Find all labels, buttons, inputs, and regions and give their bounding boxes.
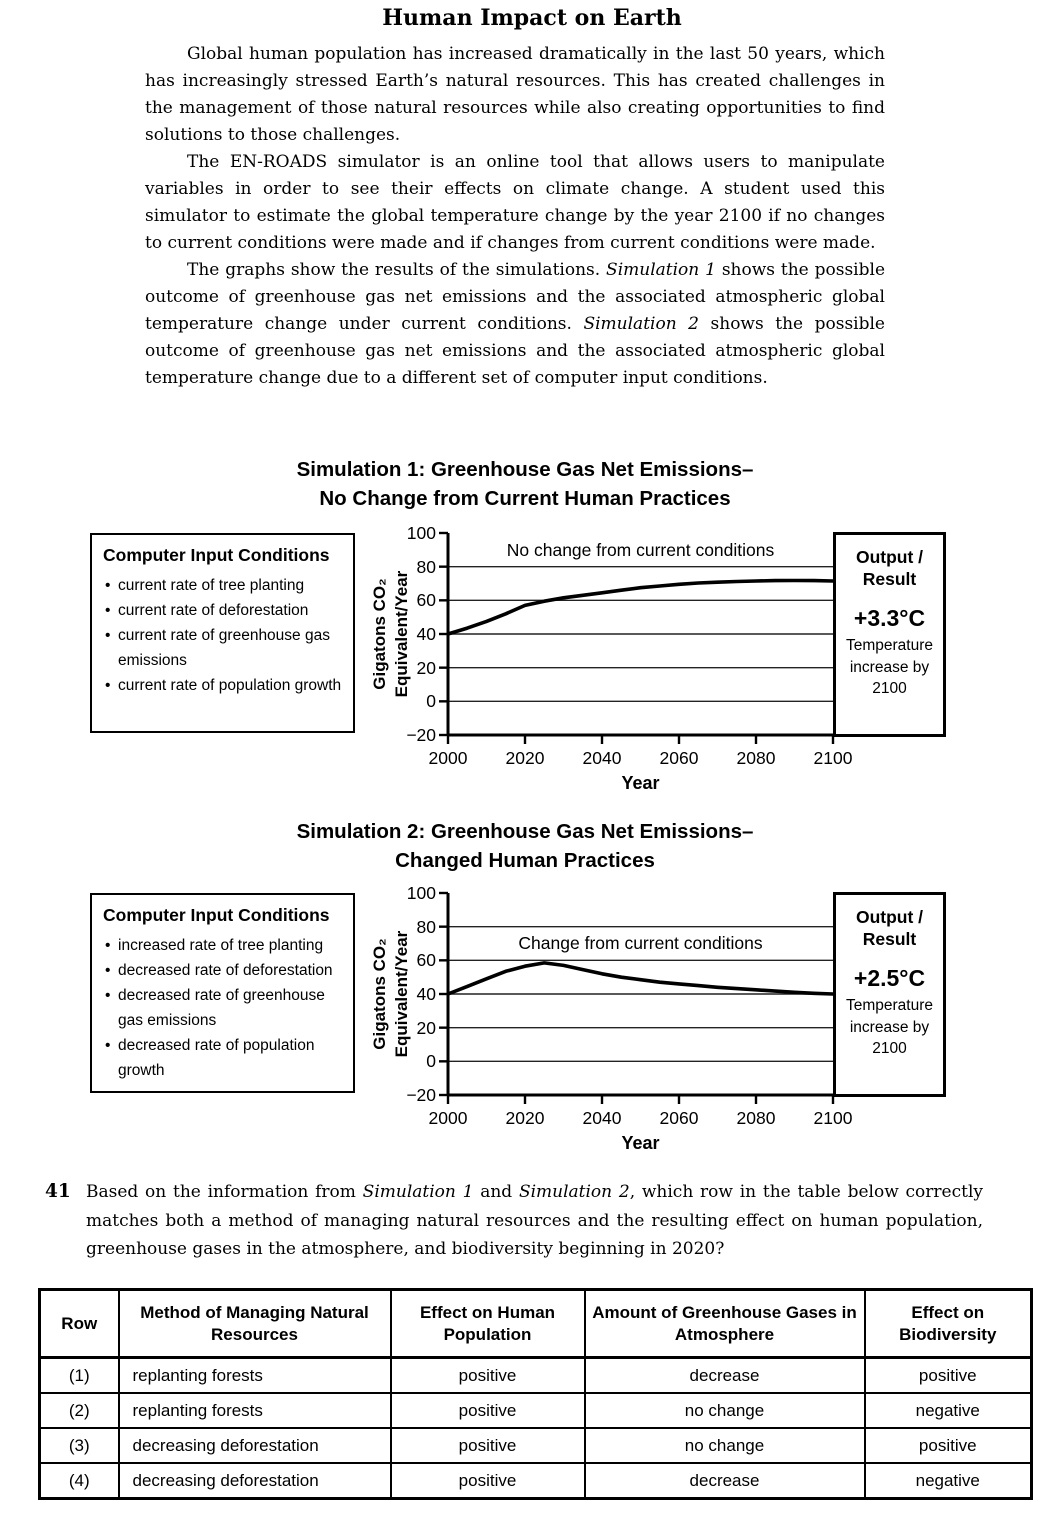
y-tick-label: −20	[406, 725, 436, 745]
y-tick-label: 80	[416, 556, 436, 577]
y-tick-label: 60	[416, 590, 436, 611]
y-tick-label: −20	[406, 1085, 436, 1105]
table-row-1	[40, 1358, 1032, 1394]
sim2-y-axis-label: Gigatons CO₂ Equivalent/Year	[370, 930, 411, 1058]
greenhouse-gases-cell: decrease	[585, 1358, 865, 1394]
table-row-2	[40, 1393, 1032, 1428]
sim1-input-conditions-list	[103, 573, 345, 698]
method-cell: replanting forests	[119, 1393, 391, 1428]
y-tick-label: 60	[416, 950, 436, 971]
biodiversity-cell: negative	[865, 1393, 1032, 1428]
col-header-method: Method of Managing Natural Resources	[119, 1290, 391, 1358]
input-condition-item: • increased rate of tree planting	[103, 933, 345, 958]
input-condition-item: • decreased rate of greenhouse gas emissions	[103, 983, 345, 1033]
paragraph-2: The EN-ROADS simulator is an online tool that allows users to manipulate variables in order to see their effects on climate change. A student used this simulator to estimate the global temperature change by the year 2100 if no changes to current conditions were made and if changes from current conditions were made.	[145, 152, 885, 253]
method-cell: replanting forests	[119, 1358, 391, 1394]
sim2-output-box	[833, 892, 946, 1097]
simulation-1-italic: Simulation 1	[606, 260, 716, 280]
sim1-line-annotation: No change from current conditions	[506, 540, 775, 560]
sim1-output-caption: Temperature increase by 2100	[845, 637, 933, 697]
question-text-segment: , which row in the table below correctly matches both a method of managing natural resources and the resulting effect on human population, greenhouse gases in the atmosphere, and biodiversity beginning in 2020?	[86, 1182, 983, 1259]
sim2-output-box-title	[836, 906, 943, 950]
sim1-figure-title	[75, 456, 975, 513]
greenhouse-gases-cell: no change	[585, 1428, 865, 1463]
simulation-2-italic: Simulation 2	[583, 314, 699, 334]
output-title-line-2: Result	[862, 929, 917, 949]
x-tick-label: 2100	[813, 748, 853, 768]
x-tick-label: 2000	[428, 748, 468, 768]
sim2-title-line-2: Changed Human Practices	[395, 848, 655, 872]
x-tick-label: 2080	[736, 1108, 776, 1128]
y-tick-label: 80	[416, 916, 436, 937]
method-cell: decreasing deforestation	[119, 1463, 391, 1499]
human-population-cell: positive	[391, 1428, 585, 1463]
col-header-biodiversity: Effect on Biodiversity	[865, 1290, 1032, 1358]
question-41	[45, 1178, 983, 1264]
input-condition-item: • current rate of greenhouse gas emissions	[103, 623, 345, 673]
x-tick-label: 2060	[659, 748, 699, 768]
passage	[145, 41, 885, 392]
paragraph-3	[145, 257, 885, 392]
paragraph-1: Global human population has increased dramatically in the last 50 years, which has increasingly stressed Earth’s natural resources. This has created challenges in the management of those natural resources while also creating opportunities to find solutions to those challenges.	[145, 44, 885, 145]
y-tick-label: 40	[416, 984, 436, 1004]
sim1-output-box-title	[836, 546, 943, 590]
plot-canvas	[432, 533, 833, 751]
row-number-cell: (3)	[40, 1428, 119, 1463]
sim1-title-line-2: No Change from Current Human Practices	[319, 486, 731, 510]
sim1-input-conditions-box	[90, 533, 355, 733]
table-header-row	[40, 1290, 1032, 1358]
y-tick-label: 20	[416, 1017, 436, 1038]
sim2-figure-title	[75, 818, 975, 875]
output-title-line-2: Result	[862, 569, 917, 589]
table-row-3	[40, 1428, 1032, 1463]
question-number: 41	[45, 1181, 71, 1202]
input-condition-item: • decreased rate of population growth	[103, 1033, 345, 1083]
greenhouse-gases-cell: no change	[585, 1393, 865, 1428]
sim2-title-line-1: Simulation 2: Greenhouse Gas Net Emissions–	[296, 820, 754, 843]
simulation-2-italic: Simulation 2	[518, 1182, 630, 1202]
col-header-greenhouse-gases: Amount of Greenhouse Gases in Atmosphere	[585, 1290, 865, 1358]
biodiversity-cell: positive	[865, 1358, 1032, 1394]
sim1-title-line-1: Simulation 1: Greenhouse Gas Net Emissions–	[296, 458, 754, 481]
y-tick-label: 20	[416, 657, 436, 678]
x-tick-label: 2060	[659, 1108, 699, 1128]
x-tick-label: 2000	[428, 1108, 468, 1128]
input-condition-item: • current rate of deforestation	[103, 598, 345, 623]
simulation-1-italic: Simulation 1	[362, 1182, 474, 1202]
x-tick-label: 2040	[582, 1108, 622, 1128]
sim2-output-caption: Temperature increase by 2100	[845, 997, 933, 1057]
sim2-input-conditions-list	[103, 933, 345, 1083]
sim2-input-conditions-box	[90, 893, 355, 1093]
col-header-human-population: Effect on Human Population	[391, 1290, 585, 1358]
greenhouse-gases-cell: decrease	[585, 1463, 865, 1499]
plot-canvas	[432, 893, 833, 1111]
x-tick-label: 2080	[736, 748, 776, 768]
question-text-segment: and	[473, 1182, 519, 1202]
input-condition-item: • decreased rate of deforestation	[103, 958, 345, 983]
col-header-row: Row	[40, 1290, 119, 1358]
human-population-cell: positive	[391, 1358, 585, 1394]
sim1-input-box-title: Computer Input Conditions	[103, 545, 330, 565]
sim1-y-axis-label: Gigatons CO₂ Equivalent/Year	[370, 570, 411, 698]
sim2-output-value: +2.5°C	[853, 965, 926, 991]
passage-title: Human Impact on Earth	[382, 5, 682, 31]
input-condition-item: • current rate of population growth	[103, 673, 345, 698]
emissions-line	[448, 581, 833, 635]
output-title-line-1: Output /	[855, 907, 924, 927]
input-condition-item: • current rate of tree planting	[103, 573, 345, 598]
biodiversity-cell: positive	[865, 1428, 1032, 1463]
paragraph-3-segment: shows the possible outcome of greenhouse gas net emissions and the associated atmospheric global temperature change under current conditions.	[145, 260, 886, 334]
method-cell: decreasing deforestation	[119, 1428, 391, 1463]
sim2-line-annotation: Change from current conditions	[518, 933, 763, 953]
sim2-input-box-title: Computer Input Conditions	[103, 905, 330, 925]
sim1-x-axis-label: Year	[621, 773, 660, 793]
x-tick-label: 2100	[813, 1108, 853, 1128]
biodiversity-cell: negative	[865, 1463, 1032, 1499]
emissions-line	[448, 963, 833, 994]
x-tick-label: 2020	[505, 748, 545, 768]
paragraph-3-segment: The graphs show the results of the simulations.	[187, 260, 607, 280]
human-population-cell: positive	[391, 1463, 585, 1499]
y-tick-label: 0	[426, 691, 436, 712]
row-number-cell: (1)	[40, 1358, 119, 1394]
y-tick-label: 40	[416, 624, 436, 644]
human-population-cell: positive	[391, 1393, 585, 1428]
x-tick-label: 2020	[505, 1108, 545, 1128]
y-tick-label: 100	[406, 883, 436, 903]
sim2-x-axis-label: Year	[621, 1133, 660, 1153]
sim1-chart	[406, 523, 853, 793]
y-tick-label: 100	[406, 523, 436, 543]
y-tick-label: 0	[426, 1051, 436, 1072]
x-tick-label: 2040	[582, 748, 622, 768]
sim2-chart	[406, 883, 853, 1153]
table-row-4	[40, 1463, 1032, 1499]
sim1-output-value: +3.3°C	[853, 605, 926, 631]
output-title-line-1: Output /	[855, 547, 924, 567]
paragraph-3-segment: shows the possible outcome of greenhouse gas net emissions and the associated atmospheric global temperature change due to a different set of computer input conditions.	[145, 314, 885, 388]
sim1-output-box	[833, 532, 946, 737]
row-number-cell: (2)	[40, 1393, 119, 1428]
answer-table	[38, 1288, 1033, 1500]
question-text-segment: Based on the information from	[86, 1182, 363, 1202]
row-number-cell: (4)	[40, 1463, 119, 1499]
